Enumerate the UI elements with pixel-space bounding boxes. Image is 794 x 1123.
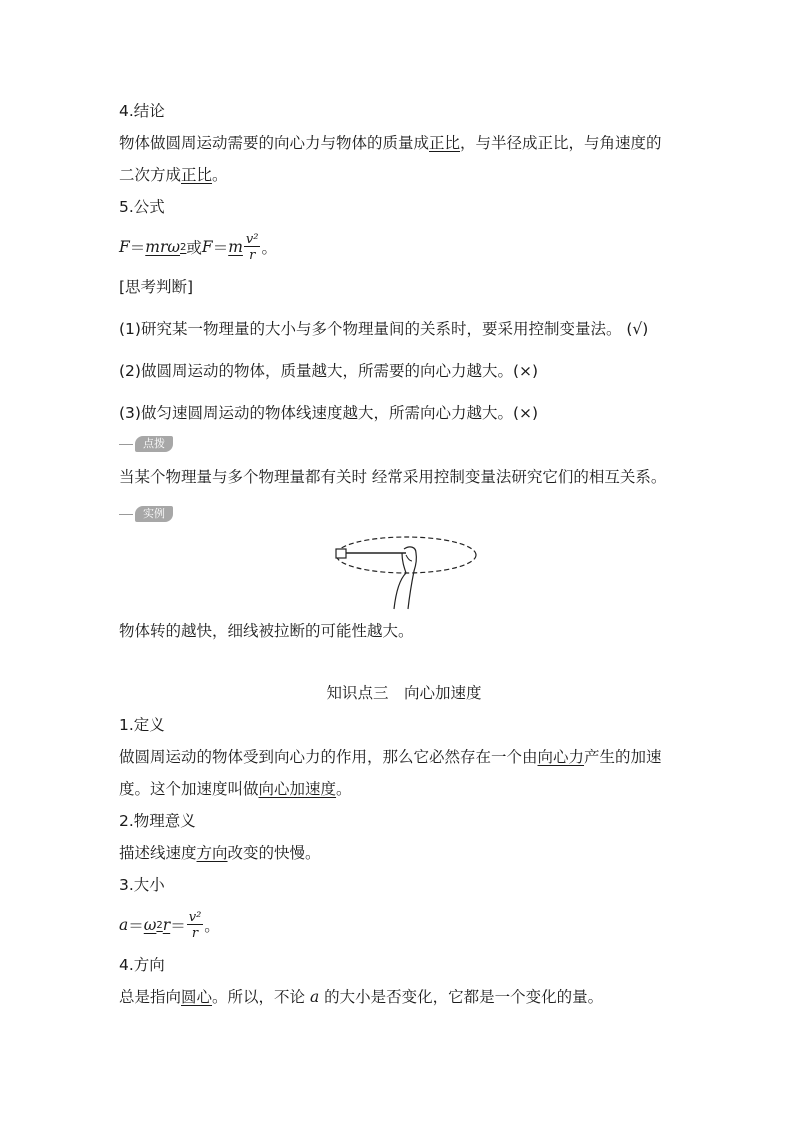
definition-line-1: 做圆周运动的物体受到向心力的作用，那么它必然存在一个由向心力产生的加速 bbox=[119, 748, 662, 766]
object-block bbox=[336, 549, 346, 558]
document-page bbox=[119, 95, 689, 1013]
physical-meaning-line: 描述线速度方向改变的快慢。 bbox=[119, 844, 321, 862]
badge-rule bbox=[119, 444, 133, 445]
conclusion-line-2: 二次方成正比。 bbox=[119, 166, 228, 184]
underlined-answer: 正比 bbox=[181, 166, 213, 184]
judge-item: (2)做圆周运动的物体，质量越大，所需要的向心力越大。(×) bbox=[119, 362, 539, 380]
underlined-answer: 圆心 bbox=[181, 988, 213, 1006]
direction-title: 4.方向 bbox=[119, 956, 165, 974]
conclusion-line-1: 物体做圆周运动需要的向心力与物体的质量成正比，与半径成正比，与角速度的 bbox=[119, 134, 662, 152]
example-badge-row bbox=[119, 503, 689, 525]
acceleration-formula: a ＝ ω 2 r ＝ $\frac{\text{v²}}{r}$ 。 bbox=[119, 909, 220, 941]
finger-line bbox=[406, 555, 412, 561]
magnitude-title: 3.大小 bbox=[119, 876, 165, 894]
circular-motion-illustration bbox=[324, 531, 484, 611]
tip-badge-row bbox=[119, 433, 689, 455]
hand-swinging-object-figure bbox=[119, 531, 689, 611]
tip-badge: 点拨 bbox=[135, 436, 173, 452]
direction-line: 总是指向圆心。所以，不论 a 的大小是否变化，它都是一个变化的量。 bbox=[119, 988, 604, 1006]
wrist-outline bbox=[394, 553, 406, 609]
physical-meaning-title: 2.物理意义 bbox=[119, 812, 196, 830]
fraction: $\frac{\text{v²}}{r}$ bbox=[188, 909, 202, 941]
force-formula: F ＝ mrω 2 或 F ＝ m $\frac{\text{v²}}{r}$ 。 bbox=[119, 231, 277, 263]
underlined-answer: 正比 bbox=[429, 134, 461, 152]
badge-rule bbox=[119, 514, 133, 515]
tip-text: 当某个物理量与多个物理量都有关时 经常采用控制变量法研究它们的相互关系。 bbox=[119, 468, 667, 486]
knowledge-point-3-heading: 知识点三 向心加速度 bbox=[326, 684, 482, 702]
example-badge: 实例 bbox=[135, 506, 173, 522]
fraction: $\frac{\text{v²}}{r}$ bbox=[245, 231, 259, 263]
example-caption: 物体转的越快，细线被拉断的可能性越大。 bbox=[119, 622, 414, 640]
section-5-title: 5.公式 bbox=[119, 198, 165, 216]
judge-item: (3)做匀速圆周运动的物体线速度越大，所需向心力越大。(×) bbox=[119, 404, 539, 422]
definition-title: 1.定义 bbox=[119, 716, 165, 734]
hand-outline bbox=[404, 547, 416, 609]
definition-line-2: 度。这个加速度叫做向心加速度。 bbox=[119, 780, 352, 798]
underlined-answer: 向心加速度 bbox=[258, 780, 337, 798]
judge-item: (1)研究某一物理量的大小与多个物理量间的关系时，要采用控制变量法。 (√) bbox=[119, 320, 649, 338]
think-judge-header: [思考判断] bbox=[119, 278, 194, 296]
section-4-title: 4.结论 bbox=[119, 102, 165, 120]
underlined-answer: 向心力 bbox=[537, 748, 585, 766]
underlined-answer: 方向 bbox=[196, 844, 228, 862]
